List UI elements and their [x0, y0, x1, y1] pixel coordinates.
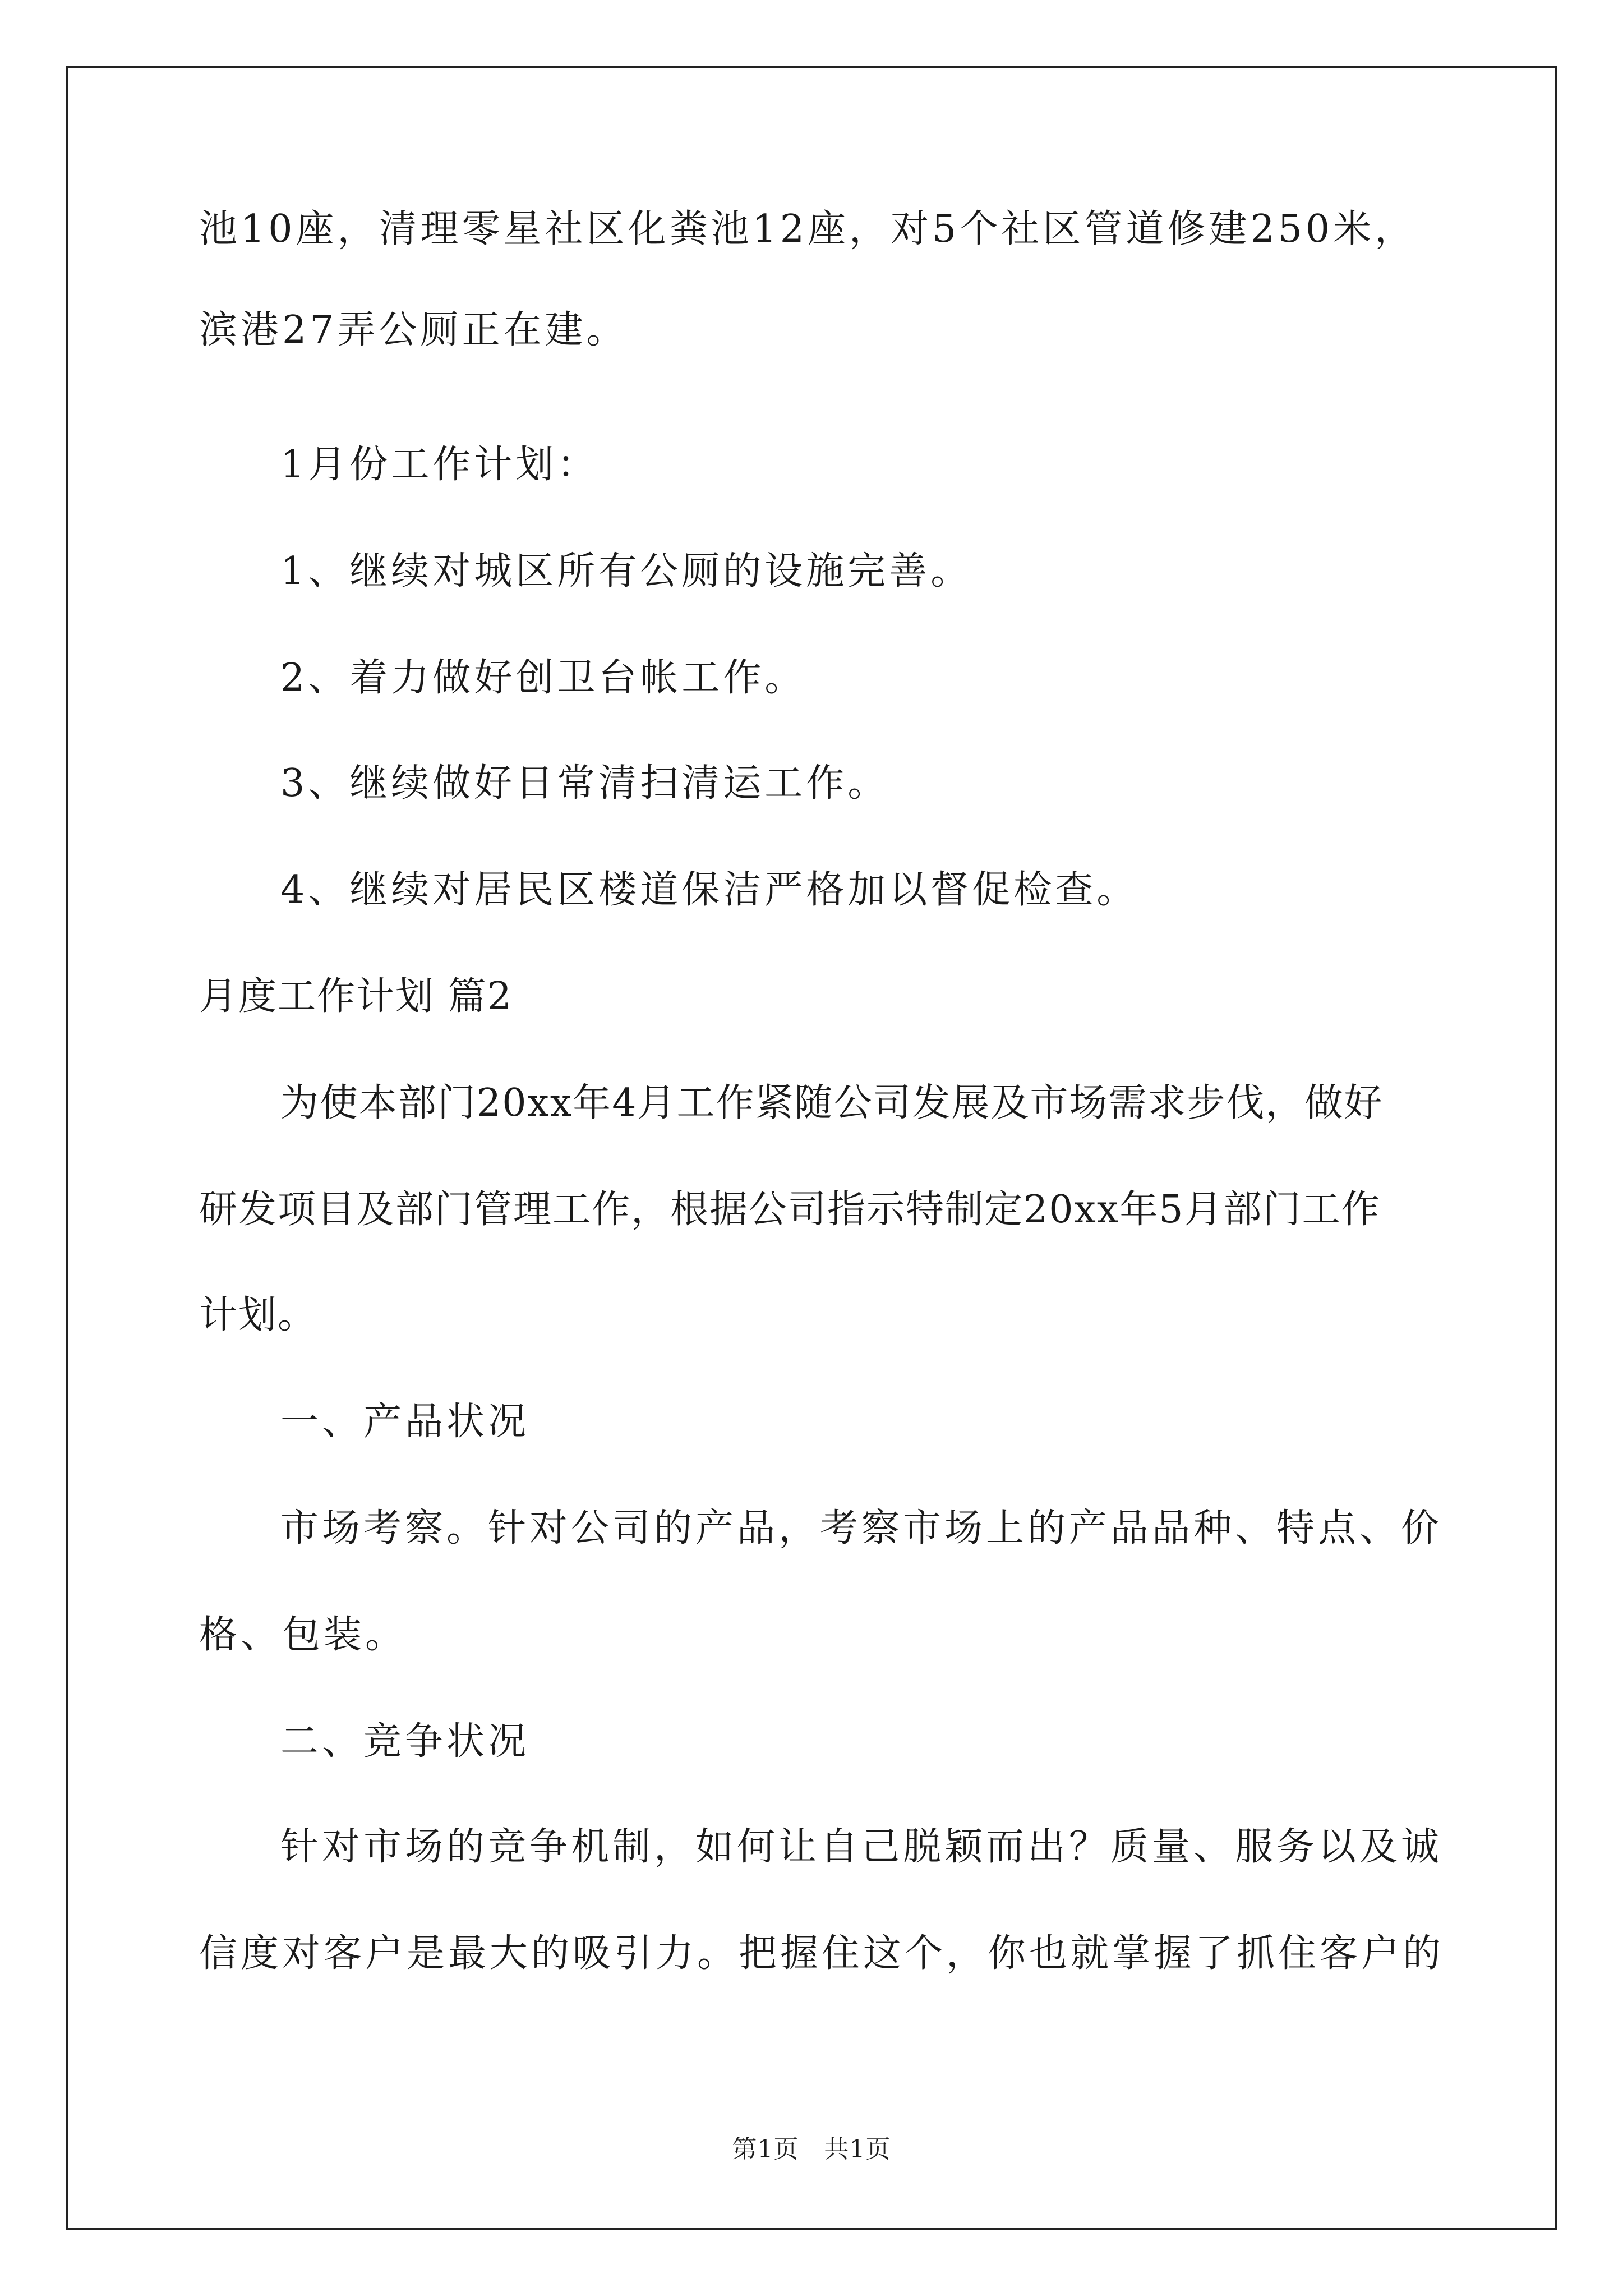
page-border — [66, 66, 1557, 2230]
list-item: 2、着力做好创卫台帐工作。 — [280, 656, 806, 700]
page-number-footer: 第1页 共1页 — [732, 2135, 891, 2164]
body-text-line: 研发项目及部门管理工作，根据公司指示特制定20xx年5月部门工作 — [199, 1188, 1381, 1232]
body-text-line: 池10座，清理零星社区化粪池12座，对5个社区管道修建250米， — [199, 207, 1417, 251]
body-text-line: 信度对客户是最大的吸引力。把握住这个，你也就掌握了抓住客户的 — [199, 1931, 1445, 1976]
article-title: 月度工作计划 篇2 — [199, 974, 513, 1019]
list-item: 1、继续对城区所有公厕的设施完善。 — [280, 549, 972, 593]
body-text-line: 格、包装。 — [199, 1613, 407, 1657]
section-heading: 二、竞争状况 — [280, 1719, 530, 1764]
body-text-line: 滨港27弄公厕正在建。 — [199, 308, 628, 352]
body-text-line: 针对市场的竞争机制，如何让自己脱颖而出？质量、服务以及诚 — [280, 1825, 1443, 1869]
list-item: 3、继续做好日常清扫清运工作。 — [280, 761, 889, 806]
body-text-line: 计划。 — [199, 1293, 317, 1337]
body-text-line: 市场考察。针对公司的产品，考察市场上的产品品种、特点、价 — [280, 1506, 1443, 1550]
section-heading: 1月份工作计划： — [280, 443, 599, 487]
section-heading: 一、产品状况 — [280, 1400, 530, 1444]
body-text-line: 为使本部门20xx年4月工作紧随公司发展及市场需求步伐，做好 — [280, 1081, 1384, 1125]
list-item: 4、继续对居民区楼道保洁严格加以督促检查。 — [280, 868, 1138, 912]
